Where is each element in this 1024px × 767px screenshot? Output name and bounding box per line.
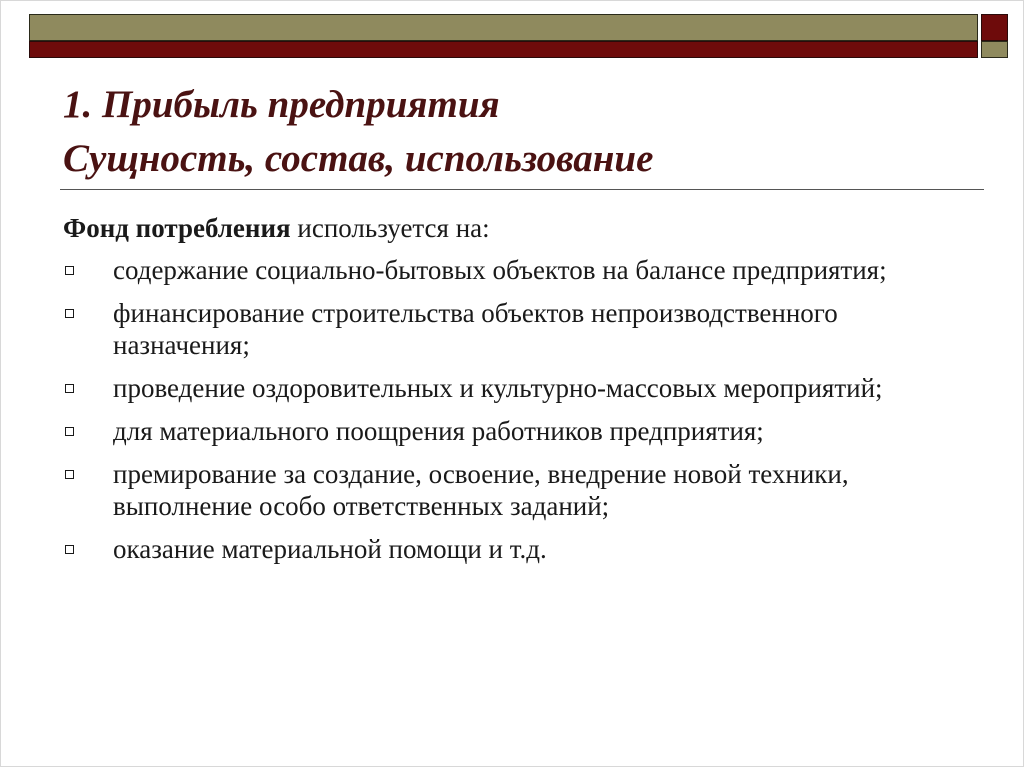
list-item-text: содержание социально-бытовых объектов на балансе предприятия; — [113, 255, 887, 285]
slide-title — [63, 78, 963, 186]
title-line-2: Сущность, состав, использование — [63, 137, 654, 180]
intro-bold: Фонд потребления — [63, 213, 291, 243]
slide-body — [63, 212, 963, 576]
list-item — [63, 458, 963, 522]
square-bullet-icon — [65, 470, 74, 479]
square-bullet-icon — [65, 545, 74, 554]
list-item — [63, 415, 963, 447]
header-bar-maroon — [29, 41, 978, 58]
list-item — [63, 372, 963, 404]
square-bullet-icon — [65, 266, 74, 275]
list-item-text: для материального поощрения работников предприятия; — [113, 416, 764, 446]
title-divider — [60, 189, 984, 190]
title-line-1: 1. Прибыль предприятия — [63, 83, 500, 126]
header-square-maroon — [981, 14, 1008, 41]
bullet-list — [63, 254, 963, 565]
list-item-text: оказание материальной помощи и т.д. — [113, 534, 547, 564]
intro-text — [63, 212, 963, 244]
square-bullet-icon — [65, 384, 74, 393]
square-bullet-icon — [65, 427, 74, 436]
list-item-text: проведение оздоровительных и культурно-массовых мероприятий; — [113, 373, 883, 403]
list-item — [63, 533, 963, 565]
header-bar-olive — [29, 14, 978, 41]
list-item — [63, 297, 963, 361]
list-item — [63, 254, 963, 286]
intro-rest: используется на: — [290, 213, 490, 243]
square-bullet-icon — [65, 309, 74, 318]
list-item-text: финансирование строительства объектов непроизводственного назначения; — [113, 298, 838, 360]
header-square-olive — [981, 41, 1008, 58]
list-item-text: премирование за создание, освоение, внедрение новой техники, выполнение особо ответственных заданий; — [113, 459, 849, 521]
